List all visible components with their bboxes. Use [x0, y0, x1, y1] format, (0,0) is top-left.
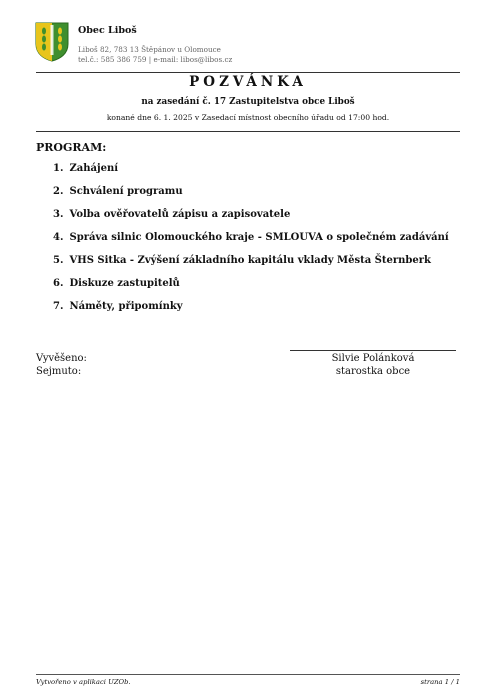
meeting-subtitle: na zasedání č. 17 Zastupitelstva obce Liboš: [141, 97, 355, 107]
org-address: Liboš 82, 783 13 Štěpánov u Olomouce: [78, 45, 221, 54]
program-list: [53, 162, 449, 323]
program-item: [53, 231, 449, 254]
program-item-text: Zahájení: [69, 163, 119, 174]
program-item-number: 4.: [53, 232, 64, 243]
program-item: [53, 185, 449, 208]
program-item-number: 2.: [53, 186, 64, 197]
title-divider: [36, 131, 460, 132]
page-title: POZVÁNKA: [189, 74, 307, 90]
program-item: [53, 300, 449, 323]
program-item-text: VHS Sitka - Zvýšení základního kapitálu vklady Města Šternberk: [69, 255, 431, 266]
signatory-role: starostka obce: [335, 366, 411, 377]
removed-label: Sejmuto:: [36, 366, 82, 377]
program-item-text: Volba ověřovatelů zápisu a zapisovatele: [69, 209, 291, 220]
header-divider: [36, 72, 460, 73]
program-item-number: 3.: [53, 209, 64, 220]
signature-line: [290, 350, 456, 351]
program-item-text: Diskuze zastupitelů: [69, 278, 180, 289]
program-item: [53, 254, 449, 277]
program-item: [53, 162, 449, 185]
footer-page-number: strana 1 / 1: [420, 678, 460, 686]
org-contact: tel.č.: 585 386 759 | e-mail: libos@libos.cz: [78, 55, 233, 64]
program-heading: PROGRAM:: [36, 141, 107, 154]
footer-divider: [36, 674, 460, 675]
program-item-number: 5.: [53, 255, 64, 266]
program-item-text: Správa silnic Olomouckého kraje - SMLOUVA o společném zadávání: [69, 232, 449, 243]
signatory-name: Silvie Polánková: [331, 353, 415, 364]
org-name: Obec Liboš: [78, 25, 137, 36]
program-item-text: Náměty, připomínky: [69, 301, 183, 312]
program-item-number: 7.: [53, 301, 64, 312]
posted-label: Vyvěšeno:: [36, 353, 87, 364]
footer-created-by: Vytvořeno v aplikaci UZOb.: [36, 678, 131, 686]
program-item: [53, 277, 449, 300]
municipal-coat-of-arms-icon: [35, 22, 69, 62]
program-item-number: 6.: [53, 278, 64, 289]
program-item: [53, 208, 449, 231]
program-item-number: 1.: [53, 163, 64, 174]
program-item-text: Schválení programu: [69, 186, 183, 197]
meeting-info: konané dne 6. 1. 2025 v Zasedací místnost obecního úřadu od 17:00 hod.: [106, 113, 390, 122]
